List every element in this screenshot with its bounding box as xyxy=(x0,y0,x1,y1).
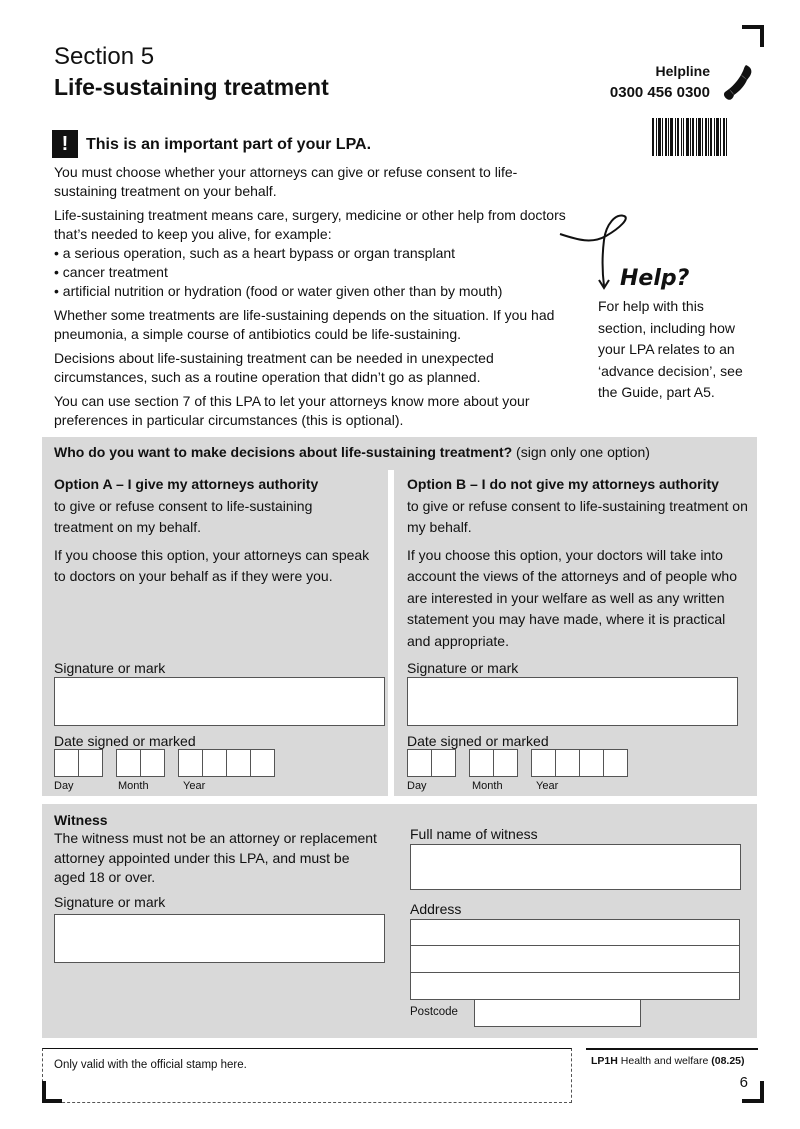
barcode xyxy=(652,118,746,156)
option-b-signature-label: Signature or mark xyxy=(407,660,519,676)
option-b-year-digit[interactable] xyxy=(555,749,580,777)
intro-paragraph: Decisions about life-sustaining treatment can be needed in unexpected circumstances, such as a routine operation that didn’t go as planned. xyxy=(54,350,494,385)
option-b-month-digit[interactable] xyxy=(469,749,494,777)
option-a-date-label: Date signed or marked xyxy=(54,733,196,749)
stamp-notice: Only valid with the official stamp here. xyxy=(54,1059,247,1071)
option-b-explanation: If you choose this option, your doctors will take into account the views of the attorneys and of people who are interested in your welfare as well as any written statement you may have made, where it is practical and appropriate. xyxy=(407,546,737,649)
witness-postcode-label: Postcode xyxy=(410,1006,458,1018)
corner-mark-bottom-left xyxy=(42,1081,62,1103)
witness-signature-box[interactable] xyxy=(54,914,385,963)
option-a-year-digit[interactable] xyxy=(250,749,275,777)
page-number: 6 xyxy=(739,1074,748,1091)
form-code: LP1H xyxy=(591,1055,618,1067)
example-list xyxy=(54,244,566,301)
witness-address-line[interactable] xyxy=(410,945,740,973)
helpline-number[interactable]: 0300 456 0300 xyxy=(609,84,710,101)
witness-address-line[interactable] xyxy=(410,919,740,946)
option-a-date-fields xyxy=(54,749,286,777)
decision-question xyxy=(54,444,650,460)
question-note: (sign only one option) xyxy=(516,444,650,460)
question-text: Who do you want to make decisions about life-sustaining treatment? xyxy=(54,444,513,460)
list-item: • cancer treatment xyxy=(54,263,566,282)
list-item: • a serious operation, such as a heart bypass or organ transplant xyxy=(54,244,566,263)
warning-icon: ! xyxy=(52,130,78,158)
option-a-title: Option A – I give my attorneys authority xyxy=(54,476,319,492)
option-b-day-digit[interactable] xyxy=(431,749,456,777)
official-stamp-area xyxy=(42,1048,572,1103)
witness-instructions: The witness must not be an attorney or replacement attorney appointed under this LPA, and must be aged 18 or over. xyxy=(54,830,377,885)
section-number: Section 5 xyxy=(54,43,155,70)
witness-address-line[interactable] xyxy=(410,972,740,1000)
option-b-signature-box[interactable] xyxy=(407,677,738,726)
footer-rule xyxy=(586,1048,758,1050)
help-title: Help? xyxy=(620,266,690,291)
intro-paragraph: Life-sustaining treatment means care, surgery, medicine or other help from doctors that’s needed to keep you alive, for example: xyxy=(54,207,566,242)
intro-text xyxy=(54,163,566,435)
option-a-signature-box[interactable] xyxy=(54,677,385,726)
option-a-day-digit[interactable] xyxy=(54,749,79,777)
witness-address-label: Address xyxy=(410,901,462,917)
option-b-day-label: Day xyxy=(407,780,427,792)
witness-name-label: Full name of witness xyxy=(410,826,538,842)
option-b-date-label: Date signed or marked xyxy=(407,733,549,749)
option-a-year-digit[interactable] xyxy=(202,749,227,777)
form-name: Health and welfare xyxy=(620,1055,709,1067)
option-a-signature-label: Signature or mark xyxy=(54,660,166,676)
option-a-year-digit[interactable] xyxy=(226,749,251,777)
option-b-text: to give or refuse consent to life-sustaining treatment on my behalf. xyxy=(407,497,748,535)
intro-paragraph: Whether some treatments are life-sustaining depends on the situation. If you had pneumonia, a simple course of antibiotics could be life-sustaining. xyxy=(54,307,555,342)
important-heading: This is an important part of your LPA. xyxy=(86,136,372,153)
phone-icon xyxy=(720,62,756,102)
option-a-month-digit[interactable] xyxy=(140,749,165,777)
intro-paragraph: You must choose whether your attorneys can give or refuse consent to life-sustaining treatment on your behalf. xyxy=(54,164,518,199)
form-reference xyxy=(591,1055,745,1067)
option-a-day-label: Day xyxy=(54,780,74,792)
option-a-year-digit[interactable] xyxy=(178,749,203,777)
option-a-year-label: Year xyxy=(183,780,206,792)
option-b-year-digit[interactable] xyxy=(603,749,628,777)
witness-title: Witness xyxy=(54,812,108,828)
list-item: • artificial nutrition or hydration (food or water given other than by mouth) xyxy=(54,282,566,301)
option-divider xyxy=(388,470,394,796)
option-b-day-digit[interactable] xyxy=(407,749,432,777)
option-b-date-fields xyxy=(407,749,639,777)
option-b-year-label: Year xyxy=(536,780,559,792)
option-b-title: Option B – I do not give my attorneys authority xyxy=(407,476,719,492)
option-b-year-digit[interactable] xyxy=(531,749,556,777)
witness-postcode-field[interactable] xyxy=(474,999,641,1027)
helpline-label: Helpline xyxy=(655,63,710,79)
option-a-day-digit[interactable] xyxy=(78,749,103,777)
option-a-text: to give or refuse consent to life-sustaining treatment on my behalf. xyxy=(54,497,313,535)
option-b xyxy=(407,474,752,658)
option-b-year-digit[interactable] xyxy=(579,749,604,777)
witness-name-field[interactable] xyxy=(410,844,741,890)
help-text: For help with this section, including how your LPA relates to an ‘advance decision’, see the Guide, part A5. xyxy=(598,298,743,400)
option-a xyxy=(54,474,374,594)
corner-mark-bottom-right xyxy=(742,1081,764,1103)
corner-mark-top-right xyxy=(742,25,764,47)
option-a-month-digit[interactable] xyxy=(116,749,141,777)
option-a-month-label: Month xyxy=(118,780,149,792)
option-b-month-label: Month xyxy=(472,780,503,792)
section-title: Life-sustaining treatment xyxy=(54,74,329,100)
intro-paragraph: You can use section 7 of this LPA to let your attorneys know more about your preferences in particular circumstances (this is optional). xyxy=(54,393,530,428)
option-b-month-digit[interactable] xyxy=(493,749,518,777)
option-a-explanation: If you choose this option, your attorneys can speak to doctors on your behalf as if they were you. xyxy=(54,546,370,584)
form-version: (08.25) xyxy=(711,1055,745,1067)
witness-signature-label: Signature or mark xyxy=(54,894,166,910)
